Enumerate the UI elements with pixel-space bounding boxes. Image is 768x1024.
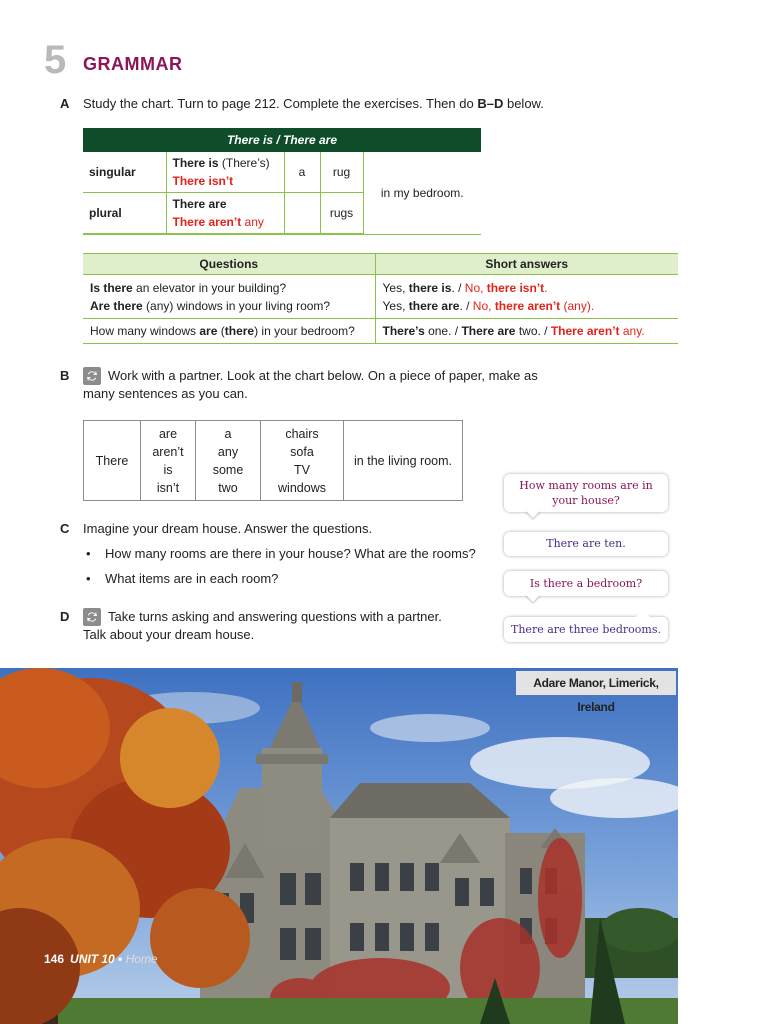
article-a: a bbox=[284, 152, 320, 193]
questions-cell-1: Is there an elevator in your building? Are there (any) windows in your living room? bbox=[83, 275, 375, 319]
plural-forms: There are There aren’t any bbox=[166, 193, 284, 235]
singular-forms: There is (There’s) There isn’t bbox=[166, 152, 284, 193]
article-empty bbox=[284, 193, 320, 235]
questions-header: Questions bbox=[83, 254, 375, 275]
section-b-line1: Work with a partner. Look at the chart below. On a piece of paper, make as bbox=[108, 368, 538, 383]
page-number: 146 bbox=[44, 952, 65, 966]
pair-work-icon bbox=[83, 608, 101, 626]
photo-caption: Adare Manor, Limerick, Ireland bbox=[516, 671, 676, 695]
section-a-letter: A bbox=[60, 96, 70, 111]
noun-rug: rug bbox=[320, 152, 363, 193]
castle-illustration bbox=[0, 668, 678, 1024]
chart-header: There is / There are bbox=[83, 128, 481, 152]
unit-label: UNIT 10 bbox=[70, 952, 115, 966]
speech-bubble-question-2: Is there a bedroom? bbox=[504, 571, 668, 596]
section-d-line2: Talk about your dream house. bbox=[83, 627, 255, 642]
speech-bubble-answer-2: There are three bedrooms. bbox=[504, 617, 668, 642]
section-c-letter: C bbox=[60, 521, 70, 536]
noun-rugs: rugs bbox=[320, 193, 363, 235]
page-footer: 146 UNIT 10 • Home bbox=[44, 952, 158, 966]
section-d-line1: Take turns asking and answering questions with a partner. bbox=[108, 609, 442, 624]
col-verbs: are aren’t is isn’t bbox=[141, 421, 196, 501]
col-quantifiers: a any some two bbox=[196, 421, 261, 501]
col-there: There bbox=[84, 421, 141, 501]
short-answers-header: Short answers bbox=[375, 254, 678, 275]
there-is-there-are-chart bbox=[83, 128, 481, 235]
speech-bubble-question-1: How many rooms are in your house? bbox=[504, 474, 668, 512]
col-location: in the living room. bbox=[344, 421, 463, 501]
questions-answers-chart bbox=[83, 253, 678, 344]
section-d-letter: D bbox=[60, 609, 70, 624]
bullet-1: • How many rooms are there in your house? What are the rooms? bbox=[86, 546, 476, 561]
section-b-letter: B bbox=[60, 368, 70, 383]
section-b-line2: many sentences as you can. bbox=[83, 386, 248, 401]
section-number: 5 bbox=[44, 38, 66, 82]
section-title: GRAMMAR bbox=[83, 54, 183, 74]
row-label-singular: singular bbox=[83, 152, 166, 193]
speech-bubble-answer-1: There are ten. bbox=[504, 532, 668, 556]
section-a-instruction: Study the chart. Turn to page 212. Complete the exercises. Then do B–D below. bbox=[83, 96, 544, 111]
bullet-2: • What items are in each room? bbox=[86, 571, 279, 586]
castle-photo bbox=[0, 668, 678, 1024]
row-label-plural: plural bbox=[83, 193, 166, 235]
section-c-text: Imagine your dream house. Answer the questions. bbox=[83, 521, 373, 536]
location-cell: in my bedroom. bbox=[363, 152, 481, 234]
unit-title: Home bbox=[125, 952, 158, 966]
col-nouns: chairs sofa TV windows bbox=[261, 421, 344, 501]
pair-work-icon bbox=[83, 367, 101, 385]
sentence-builder-table bbox=[83, 420, 463, 501]
answers-cell-1: Yes, there is. / No, there isn’t. Yes, there are. / No, there aren’t (any). bbox=[375, 275, 678, 319]
answers-cell-2: There’s one. / There are two. / There aren’t any. bbox=[375, 319, 678, 344]
questions-cell-2: How many windows are (there) in your bedroom? bbox=[83, 319, 375, 344]
